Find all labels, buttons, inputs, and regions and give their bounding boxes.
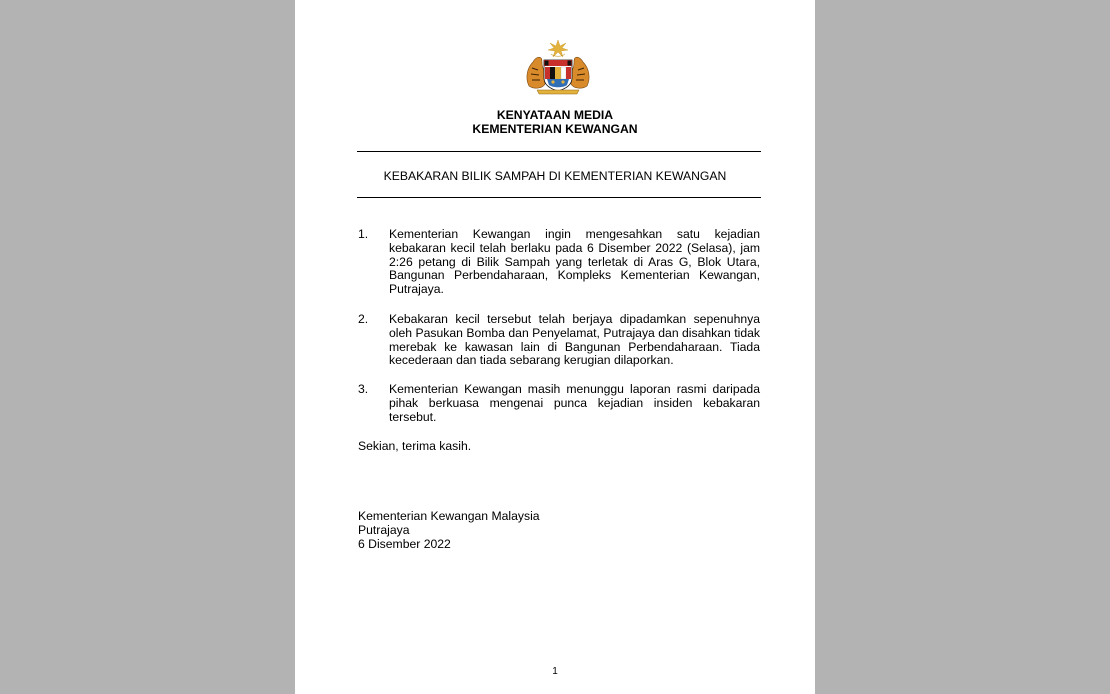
heading-media-statement: KENYATAAN MEDIA bbox=[496, 108, 614, 122]
signature-place: Putrajaya bbox=[358, 523, 410, 537]
paragraph-2 bbox=[358, 313, 760, 368]
paragraph-number: 2. bbox=[358, 312, 369, 326]
document-title: KEBAKARAN BILIK SAMPAH DI KEMENTERIAN KEWANGAN bbox=[383, 169, 727, 183]
heading-ministry: KEMENTERIAN KEWANGAN bbox=[472, 122, 638, 136]
paragraph-text: Kementerian Kewangan ingin mengesahkan satu kejadian kebakaran kecil telah berlaku pada 6 Disember 2022 (Selasa), jam 2:26 petang di Bilik Sampah yang terletak di Aras G, Blok Utara, Bangunan Perbendaharaan, Kompleks Kementerian Kewangan, Putrajaya. bbox=[389, 227, 760, 297]
page-number: 1 bbox=[552, 666, 558, 677]
document-page[interactable] bbox=[295, 0, 815, 694]
paragraph-number: 1. bbox=[358, 227, 369, 241]
closing-remark: Sekian, terima kasih. bbox=[358, 439, 472, 453]
paragraph-text: Kementerian Kewangan masih menunggu laporan rasmi daripada pihak berkuasa mengenai punca kejadian insiden kebakaran tersebut. bbox=[389, 382, 760, 424]
signature-organization: Kementerian Kewangan Malaysia bbox=[358, 509, 540, 523]
paragraph-3 bbox=[358, 383, 760, 424]
signature-date: 6 Disember 2022 bbox=[358, 537, 451, 551]
paragraph-number: 3. bbox=[358, 382, 369, 396]
paragraph-text: Kebakaran kecil tersebut telah berjaya dipadamkan sepenuhnya oleh Pasukan Bomba dan Penyelamat, Putrajaya dan disahkan tidak merebak ke kawasan lain di Bangunan Perbendaharaan. Tiada kecederaan dan tiada sebarang kerugian dilaporkan. bbox=[389, 312, 760, 368]
title-top-rule bbox=[357, 151, 761, 152]
paragraph-1 bbox=[358, 228, 760, 297]
malaysia-coat-of-arms-icon bbox=[523, 38, 593, 96]
title-bottom-rule bbox=[357, 197, 761, 198]
